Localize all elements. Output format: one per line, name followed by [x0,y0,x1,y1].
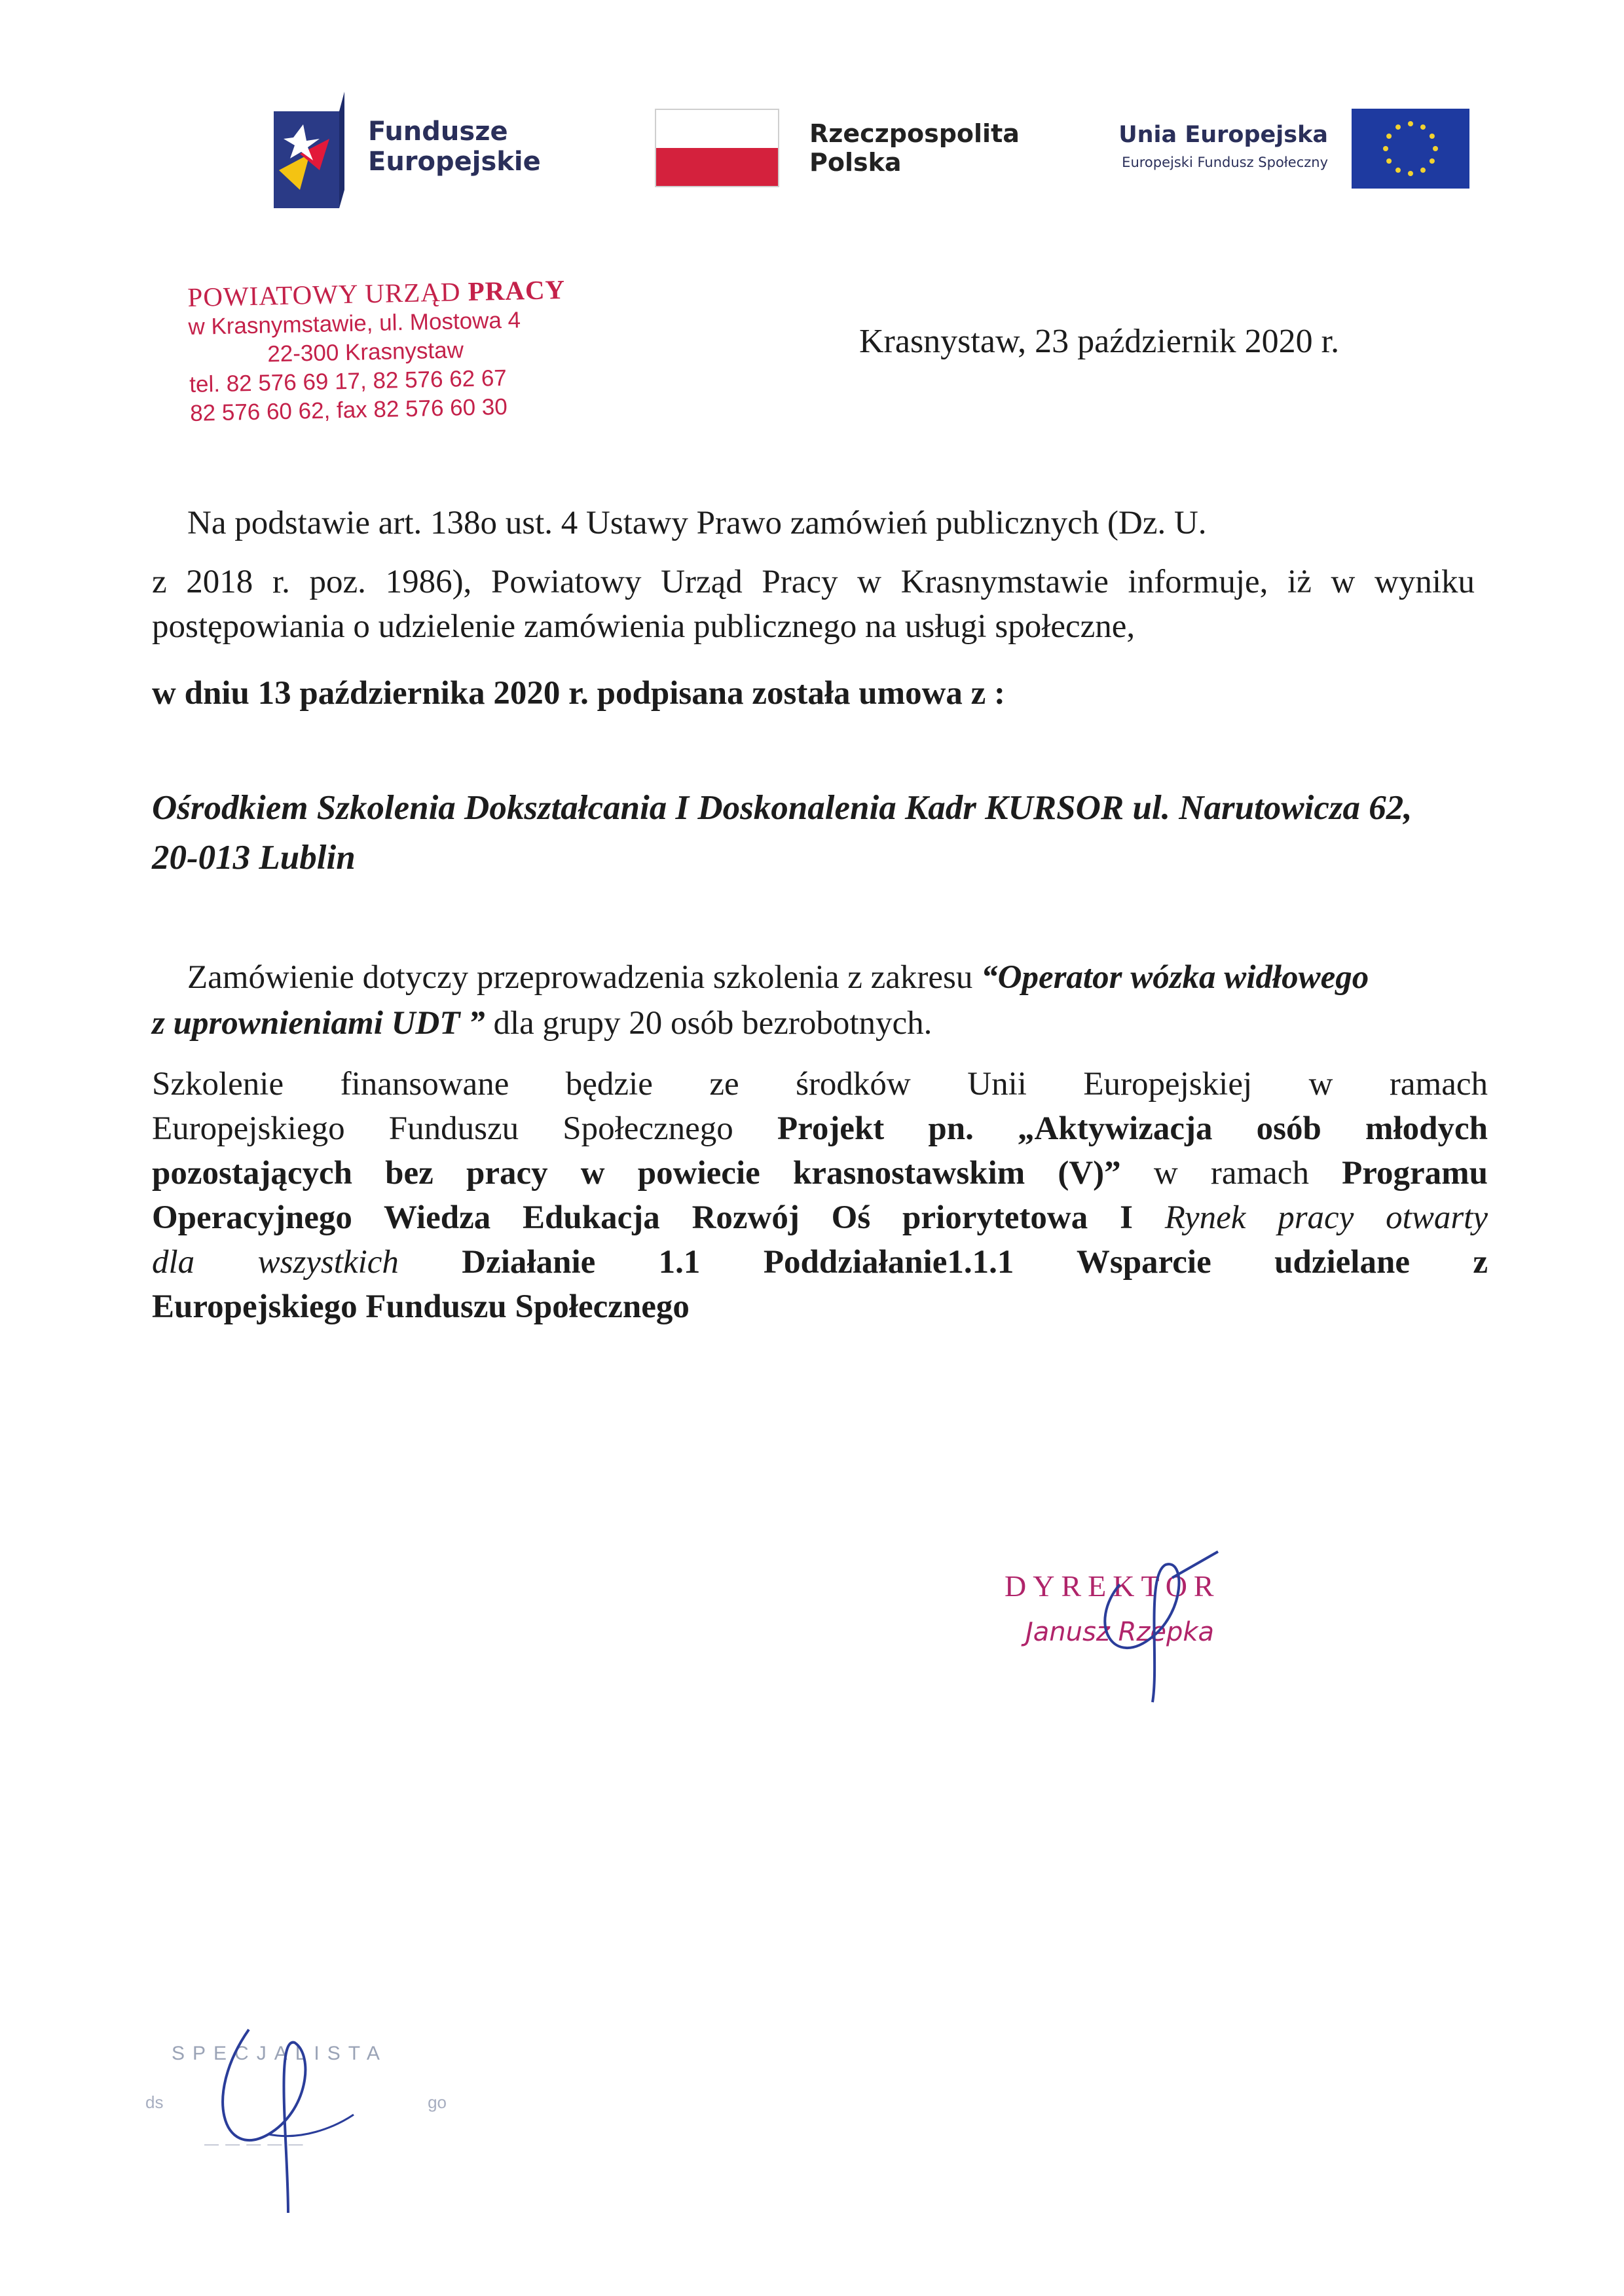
efs-subtitle: Europejski Fundusz Społeczny [1122,155,1328,170]
financing-line4: Operacyjnego Wiedza Edukacja Rozwój Oś priorytetowa I Rynek pracy otwarty [152,1199,1488,1236]
fe-line2: Europejskie [368,147,541,177]
rp-line1: Rzeczpospolita [809,119,1020,148]
eu-star [1408,121,1413,126]
director-title: DYREKTOR [1005,1569,1221,1603]
eu-star [1386,158,1392,164]
specialist-stamp-name: — — — — — [204,2136,304,2152]
stamp-title: POWIATOWY URZĄD PRACY [187,274,566,312]
eu-star [1430,134,1435,139]
polish-flag-icon [655,109,779,187]
order-subject-line1: Zamówienie dotyczy przeprowadzenia szkolenia z zakresu “Operator wózka widłowego [187,959,1369,996]
eu-flag-icon [1352,109,1469,189]
paragraph-procedure: postępowiania o udzielenie zamówienia publicznego na usługi społeczne, [152,608,1135,645]
eu-star [1420,124,1426,130]
eu-star [1430,158,1435,164]
stamp-phone-line: tel. 82 576 69 17, 82 576 62 67 [189,365,507,397]
order-subject-line2: z uprownieniami UDT ” dla grupy 20 osób bezrobotnych. [152,1005,932,1042]
financing-line1: Szkolenie finansowane będzie ze środków Unii Europejskiej w ramach [152,1066,1488,1102]
financing-line6: Europejskiego Funduszu Społecznego [152,1288,690,1325]
unia-europejska-name: Unia Europejska [1118,122,1328,148]
stamp-address-line: w Krasnymstawie, ul. Mostowa 4 [188,307,521,340]
fundusze-europejskie-wordmark [368,117,541,177]
eu-star [1433,146,1438,151]
contractor-name [152,783,1412,883]
stamp-fax-line: 82 576 60 62, fax 82 576 60 30 [189,393,508,426]
eu-star [1383,146,1388,151]
specialist-signature [196,2016,367,2219]
financing-paragraph [152,1062,1488,1329]
eu-star [1386,134,1392,139]
stamp-city-line: 22-300 Krasnystaw [267,337,464,367]
paragraph-legal-basis: Na podstawie art. 138o ust. 4 Ustawy Prawo zamówień publicznych (Dz. U. [187,505,1207,541]
eu-star [1395,124,1401,130]
specialist-stamp-title: SPECJALISTA [172,2043,388,2064]
eu-star [1420,168,1426,173]
eu-star [1408,171,1413,176]
paragraph-contract-signed: w dniu 13 października 2020 r. podpisana została umowa z : [152,675,1006,712]
paragraph-legal-basis-cont: z 2018 r. poz. 1986), Powiatowy Urząd Pracy w Krasnymstawie informuje, iż w wyniku [152,564,1475,600]
financing-line2: Europejskiego Funduszu Społecznego Projekt pn. „Aktywizacja osób młodych [152,1110,1488,1147]
fundusze-europejskie-logo-icon [274,92,344,208]
director-name: Janusz Rzepka [1025,1617,1215,1647]
document-date: Krasnystaw, 23 październik 2020 r. [859,323,1340,360]
rzeczpospolita-polska-wordmark [809,119,1020,177]
contractor-line1: Ośrodkiem Szkolenia Dokształcania I Doskonalenia Kadr KURSOR ul. Narutowicza 62, [152,789,1412,827]
contractor-line2: 20-013 Lublin [152,839,356,877]
financing-line5: dla wszystkich Działanie 1.1 Poddziałanie1.1.1 Wsparcie udzielane z [152,1244,1488,1281]
director-signature [1074,1539,1270,1709]
financing-line3: pozostających bez pracy w powiecie krasnostawskim (V)” w ramach Programu [152,1155,1488,1192]
specialist-stamp-middle: ds go [145,2092,447,2112]
eu-star [1395,168,1401,173]
office-stamp [187,273,610,428]
fe-line1: Fundusze [368,117,508,147]
rp-line2: Polska [809,148,902,177]
